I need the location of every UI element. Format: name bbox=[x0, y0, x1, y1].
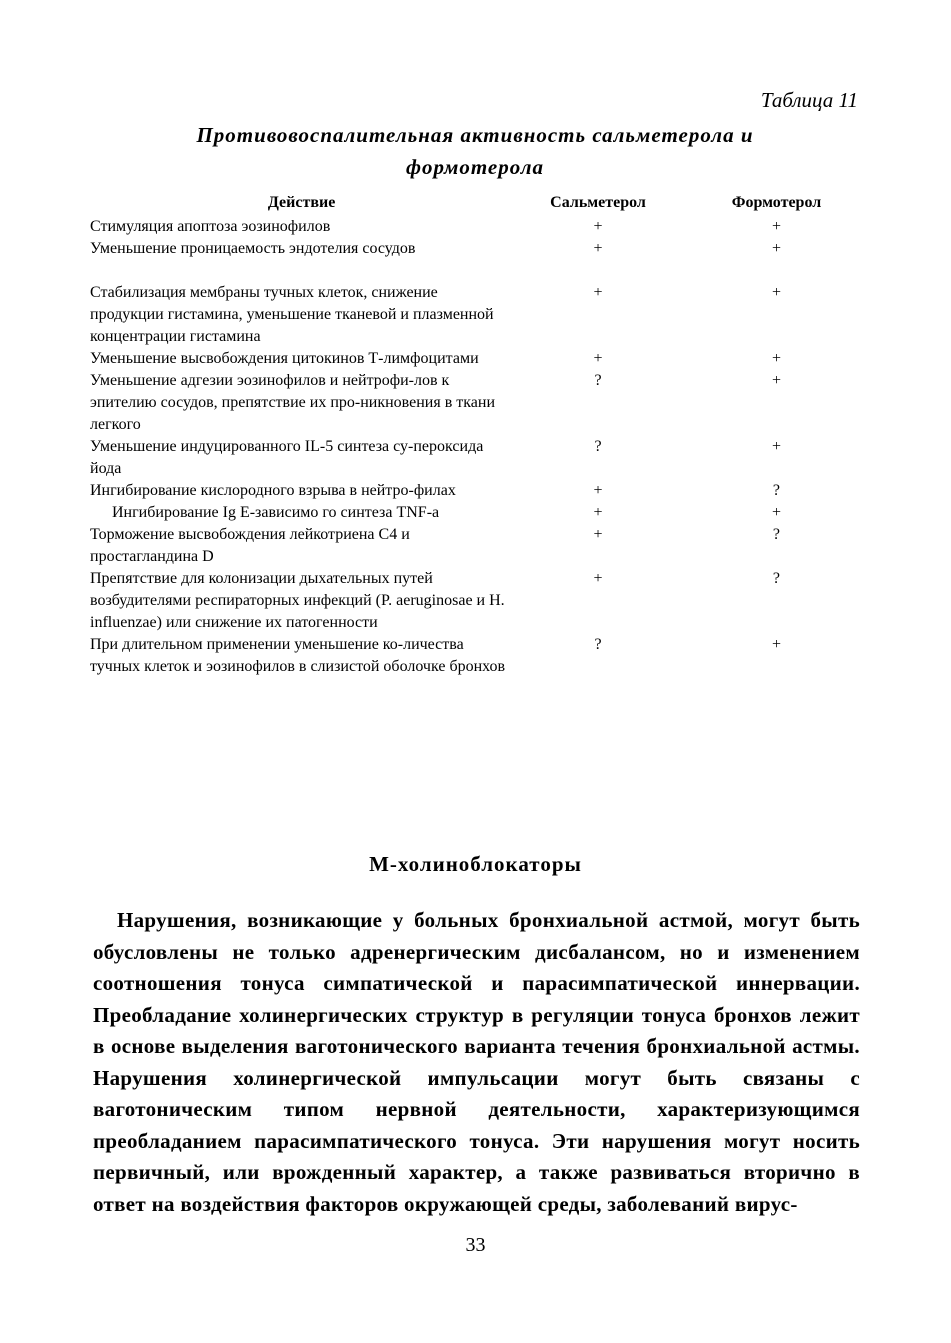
row-action: При длительном применении уменьшение ко-личества тучных клеток и эозинофилов в слизистой оболочке бронхов bbox=[90, 636, 506, 675]
table-row bbox=[90, 524, 870, 568]
row-salmeterol: + bbox=[593, 504, 603, 521]
row-action: Ингибирование Ig Е-зависимо го синтеза TNF-a bbox=[112, 504, 440, 521]
row-action: Торможение высвобождения лейкотриена С4 и простагландина D bbox=[90, 526, 410, 565]
header-salmeterol: Сальметерол bbox=[550, 194, 646, 211]
table-row bbox=[90, 436, 870, 480]
row-action: Уменьшение адгезии эозинофилов и нейтрофи-лов к эпителию сосудов, препятствие их про-никновения в ткани легкого bbox=[90, 372, 496, 433]
row-action: Стабилизация мембраны тучных клеток, снижение продукции гистамина, уменьшение тканевой и плазменной концентрации гистамина bbox=[90, 284, 494, 345]
row-salmeterol: ? bbox=[594, 438, 602, 455]
row-formoterol: ? bbox=[772, 526, 780, 543]
table-row bbox=[90, 480, 870, 502]
table-title: Противовоспалительная активность сальметерола и формотерола bbox=[196, 123, 754, 179]
row-action: Уменьшение проницаемость эндотелия сосудов bbox=[90, 240, 416, 257]
section-heading: М-холиноблокаторы bbox=[369, 852, 582, 876]
row-salmeterol: + bbox=[593, 526, 603, 543]
row-formoterol: ? bbox=[772, 482, 780, 499]
row-salmeterol: ? bbox=[594, 636, 602, 653]
row-action: Препятствие для колонизации дыхательных путей возбудителями респираторных инфекций (P. aeruginosae и H. influenzae) или снижение их патогенности bbox=[90, 570, 505, 631]
row-salmeterol: ? bbox=[594, 372, 602, 389]
row-salmeterol: + bbox=[593, 350, 603, 367]
table-row bbox=[90, 568, 870, 634]
table-row bbox=[90, 282, 870, 348]
row-formoterol: + bbox=[771, 284, 781, 301]
table-row bbox=[90, 370, 870, 436]
row-formoterol: + bbox=[771, 350, 781, 367]
body-paragraph: Нарушения, возникающие у больных бронхиальной астмой, могут быть обусловлены не только адренергическим дисбалансом, но и изменением соотношения тонуса симпатической и парасимпатической иннервации. Преобладание холинергических структур в регуляции тонуса бронхов лежит в основе выделения ваготонического варианта течения бронхиальной астмы. Нарушения холинергической импульсации могут быть связаны с ваготоническим типом нервной деятельности, характеризующимся преобладанием парасимпатического тонуса. Эти нарушения могут носить первичный, или врожденный характер, а также развиваться вторично в ответ на воздействия факторов окружающей среды, заболеваний вирус- bbox=[93, 908, 860, 1216]
row-action: Уменьшение высвобождения цитокинов Т-лимфоцитами bbox=[90, 350, 479, 367]
table-row bbox=[90, 238, 870, 260]
row-formoterol: + bbox=[771, 438, 781, 455]
row-formoterol: ? bbox=[772, 570, 780, 587]
page-number: 33 bbox=[465, 1234, 486, 1256]
activity-table bbox=[90, 190, 870, 678]
header-action: Действие bbox=[267, 194, 336, 211]
row-formoterol: + bbox=[771, 240, 781, 257]
table-caption-label: Таблица 11 bbox=[760, 88, 858, 112]
row-salmeterol: + bbox=[593, 482, 603, 499]
row-salmeterol: + bbox=[593, 240, 603, 257]
table-row bbox=[90, 502, 870, 524]
table-row bbox=[90, 216, 870, 238]
row-formoterol: + bbox=[771, 372, 781, 389]
header-formoterol: Формотерол bbox=[731, 194, 822, 211]
row-salmeterol: + bbox=[593, 284, 603, 301]
row-action: Стимуляция апоптоза эозинофилов bbox=[90, 218, 331, 235]
table-spacer bbox=[90, 260, 870, 282]
row-action: Ингибирование кислородного взрыва в нейтро-филах bbox=[90, 482, 456, 499]
row-formoterol: + bbox=[771, 636, 781, 653]
row-salmeterol: + bbox=[593, 570, 603, 587]
row-action: Уменьшение индуцированного IL-5 синтеза су-пероксида йода bbox=[90, 438, 484, 477]
table-row bbox=[90, 634, 870, 678]
row-formoterol: + bbox=[771, 218, 781, 235]
table-header-row bbox=[90, 190, 870, 216]
table-row bbox=[90, 348, 870, 370]
row-formoterol: + bbox=[771, 504, 781, 521]
row-salmeterol: + bbox=[593, 218, 603, 235]
